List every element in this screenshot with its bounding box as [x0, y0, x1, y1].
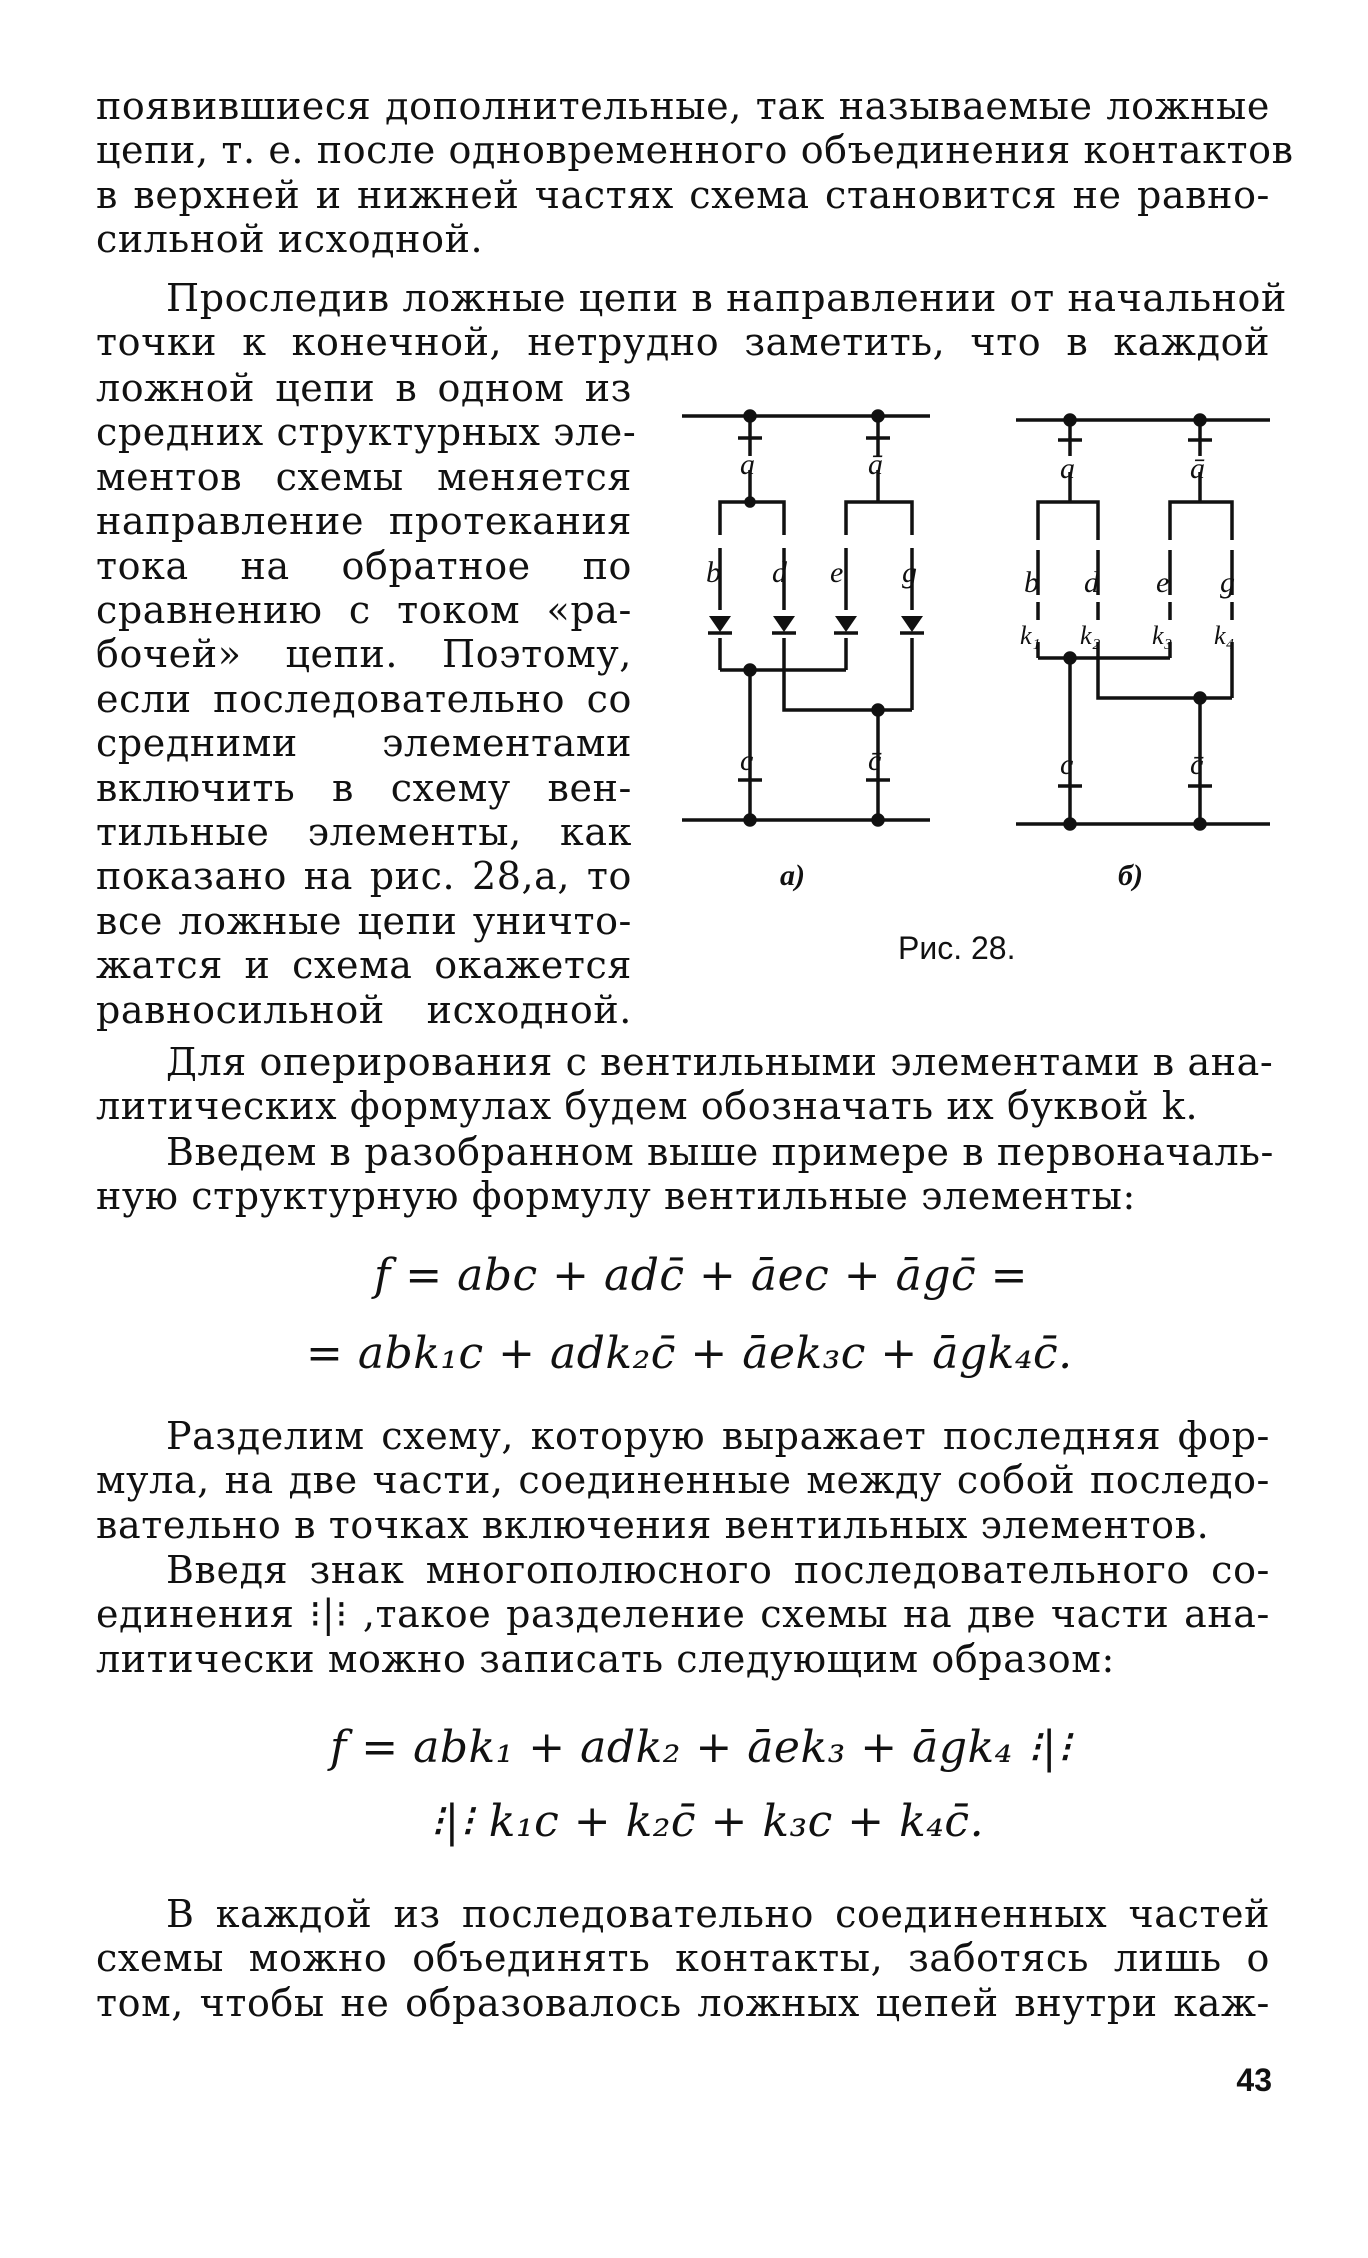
text-line: Проследив ложные цепи в направлении от начальной: [166, 276, 1287, 320]
text-line: показано на рис. 28,а, то: [96, 854, 632, 899]
text-line: включить в схему вен-: [96, 765, 632, 810]
text-line: ную структурную формулу вентильные элементы:: [96, 1174, 1136, 1219]
figure-caption: Рис. 28.: [898, 930, 1016, 966]
paragraph-2-top: [96, 276, 1287, 365]
text-line: средними элементами: [96, 721, 632, 766]
formula-1-line-1: f = abc + adc̄ + āec + āgc̄ =: [374, 1250, 1029, 1301]
figure-28: [680, 380, 1320, 980]
text-line: сильной исходной.: [96, 217, 484, 262]
contact-label: a: [740, 448, 755, 481]
text-line: единения ⁝|⁝ ,такое разделение схемы на две части ана-: [96, 1592, 1270, 1637]
text-line: Введем в разобранном выше примере в первоначаль-: [166, 1130, 1274, 1174]
text-line: бочей» цепи. Поэтому,: [96, 632, 632, 677]
diode-icon: [708, 616, 732, 633]
text-line: направление протекания: [96, 499, 632, 544]
contact-label: d: [1084, 566, 1099, 599]
contact-label: g: [1220, 566, 1235, 599]
contact-label: ā: [868, 448, 883, 481]
paragraph-1: [96, 84, 1294, 262]
contact-label: k₄: [1214, 621, 1235, 650]
text-line: ложной цепи в одном из: [96, 366, 632, 410]
contact-label: c: [740, 744, 754, 777]
text-line: том, чтобы не образовалось ложных цепей внутри каж-: [96, 1980, 1270, 2025]
text-line: литических формулах будем обозначать их буквой k.: [96, 1084, 1199, 1129]
text-line: В каждой из последовательно соединенных частей: [166, 1892, 1270, 1936]
text-line: мула, на две части, соединенные между собой последо-: [96, 1458, 1270, 1503]
contact-label: e: [1156, 566, 1170, 599]
subfigure-label-b: б): [1118, 859, 1143, 892]
contact-label: c: [1060, 748, 1074, 781]
paragraph-3: [96, 1040, 1274, 1129]
text-line: появившиеся дополнительные, так называемые ложные: [96, 84, 1270, 128]
formula-2-line-2: ⁝|⁝ k₁c + k₂c̄ + k₃c + k₄c̄.: [430, 1796, 985, 1847]
contact-label: a: [1060, 452, 1075, 485]
subfigure-label-a: а): [780, 859, 805, 892]
contact-label: k₃: [1152, 621, 1173, 650]
text-line: вательно в точках включения вентильных элементов.: [96, 1502, 1210, 1547]
text-line: Введя знак многополюсного последовательного со-: [166, 1548, 1270, 1592]
page-number: 43: [1236, 2062, 1272, 2098]
text-line: Разделим схему, которую выражает последняя фор-: [166, 1414, 1270, 1458]
text-line: жатся и схема окажется: [96, 943, 632, 988]
diode-icon: [834, 616, 858, 633]
formula-2-line-1: f = abk₁ + adk₂ + āek₃ + āgk₄ ⁝|⁝: [330, 1722, 1072, 1773]
contact-label: c̄: [868, 744, 882, 777]
contact-label: b: [706, 556, 721, 589]
text-line: если последовательно со: [96, 676, 632, 721]
text-line: тока на обратное по: [96, 543, 632, 588]
text-line: тильные элементы, как: [96, 810, 632, 855]
paragraph-6: [96, 1548, 1270, 1681]
contact-label: k₁: [1020, 621, 1041, 650]
contact-label: ā: [1190, 452, 1205, 485]
contact-label: e: [830, 556, 844, 589]
text-line: Для оперирования с вентильными элементами в ана-: [166, 1040, 1274, 1084]
contact-label: d: [772, 556, 787, 589]
text-line: схемы можно объединять контакты, заботясь лишь о: [96, 1936, 1270, 1981]
text-line: литически можно записать следующим образом:: [96, 1636, 1115, 1681]
contact-label: c̄: [1190, 748, 1204, 781]
paragraph-5: [96, 1414, 1270, 1547]
formula-1-line-2: = abk₁c + adk₂c̄ + āek₃c + āgk₄c̄.: [306, 1328, 1073, 1379]
diode-icon: [900, 616, 924, 633]
paragraph-4: [96, 1130, 1274, 1219]
text-line: ментов схемы меняется: [96, 454, 632, 499]
contact-label: k₂: [1080, 621, 1101, 650]
paragraph-7: [96, 1892, 1270, 2025]
paragraph-2-column: [96, 366, 637, 1032]
contact-label: g: [902, 556, 917, 589]
text-line: все ложные цепи уничто-: [96, 898, 632, 943]
text-line: равносильной исходной.: [96, 987, 632, 1032]
diode-icon: [772, 616, 796, 633]
text-line: сравнению с током «ра-: [96, 588, 632, 633]
text-line: в верхней и нижней частях схема становится не равно-: [96, 172, 1270, 217]
text-line: точки к конечной, нетрудно заметить, что в каждой: [96, 320, 1270, 365]
text-line: цепи, т. е. после одновременного объединения контактов: [96, 128, 1294, 173]
text-line: средних структурных эле-: [96, 410, 637, 455]
contact-label: b: [1024, 566, 1039, 599]
